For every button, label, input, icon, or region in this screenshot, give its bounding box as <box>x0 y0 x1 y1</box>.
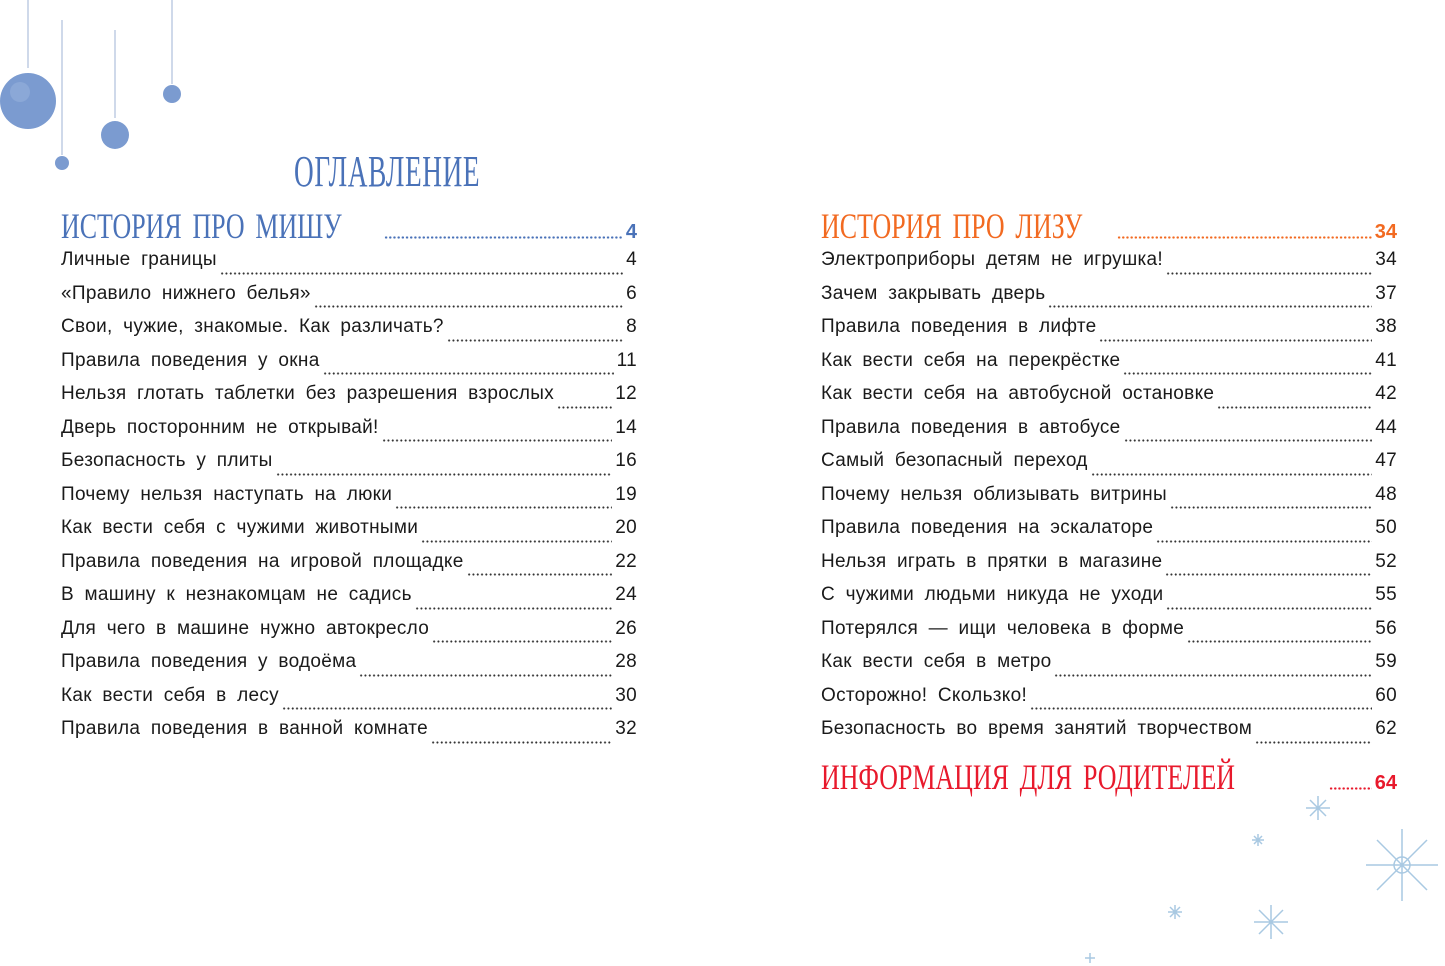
entry-page: 4 <box>626 249 637 270</box>
entry-page: 37 <box>1375 282 1397 304</box>
entry-label: Правила поведения на эскалаторе <box>821 517 1154 538</box>
dot-leader <box>431 741 612 744</box>
dot-leader <box>447 339 623 342</box>
entry-label: Безопасность во время занятий творчеством <box>821 718 1253 739</box>
entry-page: 32 <box>615 718 637 739</box>
toc-left-column <box>61 205 637 752</box>
section-heading-misha[interactable] <box>61 205 637 249</box>
entry-page: 20 <box>615 517 637 538</box>
dot-leader <box>1166 272 1372 275</box>
dot-leader <box>1217 406 1372 409</box>
entry-page: 8 <box>626 316 637 337</box>
dot-leader <box>421 540 612 543</box>
toc-right-column <box>821 205 1397 800</box>
entry-page: 22 <box>615 550 637 572</box>
entry-page: 55 <box>1375 584 1397 605</box>
heading-page: 34 <box>1374 221 1397 243</box>
dot-leader <box>276 473 613 476</box>
entry-label: Зачем закрывать дверь <box>821 282 1046 304</box>
entry-page: 60 <box>1375 684 1397 706</box>
dot-leader <box>323 372 614 375</box>
toc-entry[interactable] <box>61 584 637 618</box>
entry-page: 24 <box>615 584 637 605</box>
toc-entry[interactable] <box>821 517 1397 551</box>
toc-entry[interactable] <box>821 249 1397 283</box>
dot-leader <box>1030 707 1372 710</box>
entry-label: Почему нельзя облизывать витрины <box>821 483 1167 505</box>
entry-page: 30 <box>615 684 637 706</box>
toc-entry[interactable] <box>61 316 637 350</box>
toc-entry[interactable] <box>821 383 1397 417</box>
dot-leader <box>1166 607 1372 610</box>
entry-page: 44 <box>1375 416 1397 438</box>
entry-page: 47 <box>1375 450 1397 471</box>
dot-leader <box>1048 305 1372 308</box>
dot-leader <box>1099 339 1372 342</box>
entry-label: Потерялся — ищи человека в форме <box>821 617 1185 639</box>
entry-label: Правила поведения на игровой площадке <box>61 550 464 572</box>
toc-entry[interactable] <box>821 718 1397 752</box>
dot-leader <box>1124 439 1373 442</box>
dot-leader <box>1156 540 1372 543</box>
dot-leader <box>557 406 612 409</box>
entry-label: Как вести себя в метро <box>821 651 1052 672</box>
christmas-ornaments-decoration <box>0 0 200 180</box>
entry-label: Правила поведения у водоёма <box>61 651 357 672</box>
dot-leader <box>384 236 623 239</box>
dot-leader <box>382 439 613 442</box>
entry-label: Почему нельзя наступать на люки <box>61 483 393 505</box>
entry-page: 38 <box>1375 316 1397 337</box>
toc-entry[interactable] <box>61 517 637 551</box>
entry-page: 34 <box>1375 249 1397 270</box>
heading-label: ИСТОРИЯ ПРО ЛИЗУ <box>821 206 1083 246</box>
entry-label: С чужими людьми никуда не уходи <box>821 584 1164 605</box>
dot-leader <box>1165 573 1372 576</box>
dot-leader <box>432 640 612 643</box>
toc-entry[interactable] <box>61 685 637 719</box>
toc-entry[interactable] <box>61 283 637 317</box>
toc-entry[interactable] <box>821 618 1397 652</box>
entry-label: Правила поведения у окна <box>61 349 320 371</box>
entry-label: Как вести себя в лесу <box>61 684 279 706</box>
entry-page: 59 <box>1375 651 1397 672</box>
entry-label: Дверь посторонним не открывай! <box>61 416 379 438</box>
entry-page: 50 <box>1375 517 1397 538</box>
heading-label: ИНФОРМАЦИЯ ДЛЯ РОДИТЕЛЕЙ <box>821 756 1236 797</box>
entry-page: 62 <box>1375 718 1397 739</box>
dot-leader <box>395 506 612 509</box>
entry-label: Правила поведения в автобусе <box>821 416 1121 438</box>
toc-entry[interactable] <box>821 283 1397 317</box>
entry-label: Для чего в машине нужно автокресло <box>61 617 430 639</box>
page-title: ОГЛАВЛЕНИЕ <box>294 147 481 196</box>
toc-entry[interactable] <box>821 450 1397 484</box>
toc-entry[interactable] <box>61 450 637 484</box>
entry-page: 19 <box>615 483 637 505</box>
toc-entry[interactable] <box>61 249 637 283</box>
section-heading-parents-info[interactable] <box>821 756 1397 800</box>
dot-leader <box>359 674 612 677</box>
entry-page: 56 <box>1375 617 1397 639</box>
entry-label: Нельзя глотать таблетки без разрешения взрослых <box>61 383 555 404</box>
toc-entry[interactable] <box>61 651 637 685</box>
dot-leader <box>220 272 623 275</box>
dot-leader <box>282 707 612 710</box>
heading-page: 4 <box>625 221 637 243</box>
entry-page: 16 <box>615 450 637 471</box>
entry-page: 41 <box>1375 349 1397 371</box>
toc-entry[interactable] <box>821 484 1397 518</box>
dot-leader <box>1117 236 1372 239</box>
entry-label: Нельзя играть в прятки в магазине <box>821 550 1163 572</box>
dot-leader <box>415 607 613 610</box>
toc-entry[interactable] <box>61 618 637 652</box>
entry-page: 26 <box>615 617 637 639</box>
toc-entry[interactable] <box>61 350 637 384</box>
entry-page: 28 <box>615 651 637 672</box>
entry-label: Правила поведения в лифте <box>821 316 1097 337</box>
entry-page: 52 <box>1375 550 1397 572</box>
dot-leader <box>1187 640 1372 643</box>
entry-label: Осторожно! Скользко! <box>821 684 1028 706</box>
toc-entry[interactable] <box>821 417 1397 451</box>
toc-entry[interactable] <box>61 417 637 451</box>
dot-leader <box>467 573 613 576</box>
entry-page: 6 <box>626 282 637 304</box>
dot-leader <box>1170 506 1372 509</box>
toc-entry[interactable] <box>61 551 637 585</box>
heading-label: ИСТОРИЯ ПРО МИШУ <box>61 206 342 246</box>
entry-label: Как вести себя на автобусной остановке <box>821 383 1215 404</box>
entry-page: 11 <box>616 349 637 371</box>
entry-label: Личные границы <box>61 249 217 270</box>
entry-page: 42 <box>1375 383 1397 404</box>
toc-entry[interactable] <box>61 383 637 417</box>
entry-page: 48 <box>1375 483 1397 505</box>
dot-leader <box>1123 372 1372 375</box>
toc-entry[interactable] <box>61 484 637 518</box>
entry-label: Электроприборы детям не игрушка! <box>821 249 1163 270</box>
entry-label: Безопасность у плиты <box>61 450 273 471</box>
dot-leader <box>1329 787 1372 790</box>
section-heading-liza[interactable] <box>821 205 1397 249</box>
entry-page: 14 <box>615 416 637 438</box>
entry-label: Самый безопасный переход <box>821 450 1088 471</box>
dot-leader <box>1054 674 1372 677</box>
toc-entry[interactable] <box>821 350 1397 384</box>
entry-page: 12 <box>615 383 637 404</box>
entry-label: Как вести себя с чужими животными <box>61 517 419 538</box>
toc-entry[interactable] <box>821 584 1397 618</box>
entry-label: Правила поведения в ванной комнате <box>61 718 428 739</box>
toc-entry[interactable] <box>821 685 1397 719</box>
dot-leader <box>1091 473 1373 476</box>
entry-label: Свои, чужие, знакомые. Как различать? <box>61 316 444 337</box>
toc-entry[interactable] <box>821 551 1397 585</box>
entry-label: «Правило нижнего белья» <box>61 282 311 304</box>
entry-label: Как вести себя на перекрёстке <box>821 349 1121 371</box>
entry-label: В машину к незнакомцам не садись <box>61 584 412 605</box>
toc-entry[interactable] <box>821 316 1397 350</box>
heading-page: 64 <box>1374 771 1397 794</box>
toc-entry[interactable] <box>61 718 637 752</box>
dot-leader <box>1255 741 1372 744</box>
dot-leader <box>314 305 623 308</box>
toc-entry[interactable] <box>821 651 1397 685</box>
